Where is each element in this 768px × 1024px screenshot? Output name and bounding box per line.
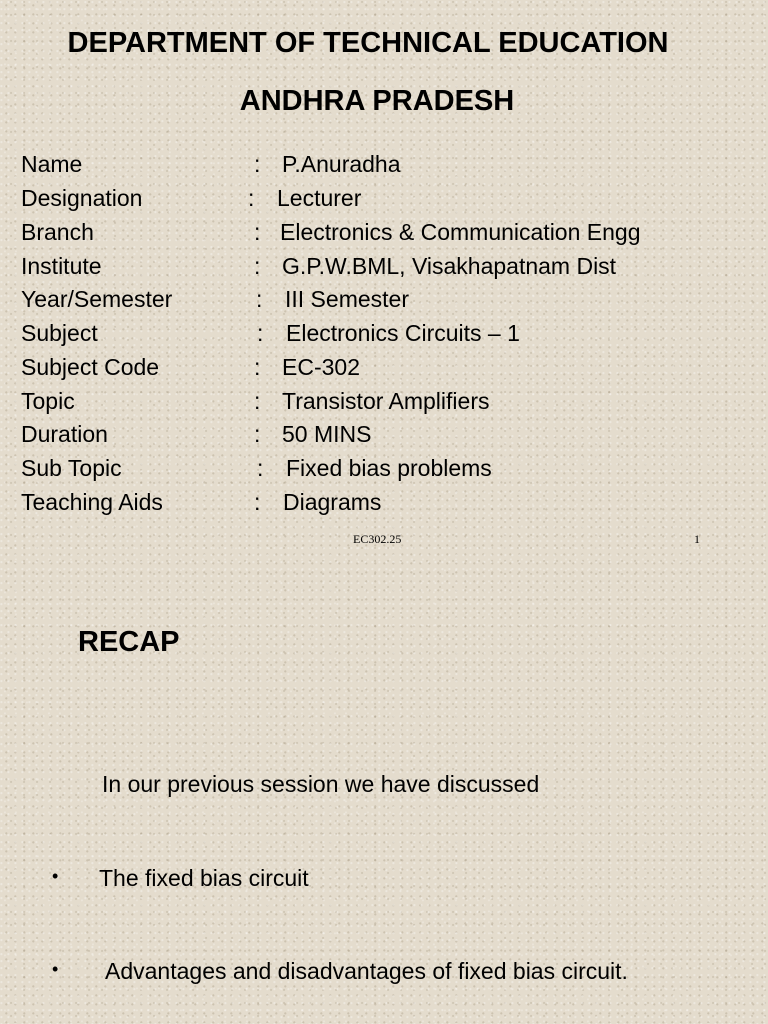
info-row-name: [0, 149, 768, 179]
info-label: Designation: [21, 185, 143, 211]
info-label: Sub Topic: [21, 455, 122, 481]
info-colon: :: [248, 185, 255, 211]
info-value: G.P.W.BML, Visakhapatnam Dist: [282, 253, 617, 279]
info-colon: :: [254, 151, 261, 177]
bullet-item: [0, 956, 768, 986]
info-colon: :: [254, 253, 261, 279]
info-label: Subject: [21, 320, 98, 346]
bullet-item: [0, 863, 768, 893]
info-colon: :: [254, 489, 261, 515]
info-row-institute: [0, 251, 768, 281]
info-colon: :: [256, 286, 263, 312]
info-colon: :: [257, 455, 264, 481]
info-label: Topic: [21, 388, 75, 414]
bullet-text: The fixed bias circuit: [99, 865, 309, 891]
info-colon: :: [254, 421, 261, 447]
info-row-duration: [0, 419, 768, 449]
info-label: Institute: [21, 253, 102, 279]
slide-recap: [0, 560, 768, 1024]
department-title: DEPARTMENT OF TECHNICAL EDUCATION: [67, 27, 669, 59]
info-value: EC-302: [282, 354, 360, 380]
info-value: Electronics Circuits – 1: [286, 320, 520, 346]
info-value: Electronics & Communication Engg: [280, 219, 641, 245]
info-colon: :: [257, 320, 264, 346]
state-title: ANDHRA PRADESH: [239, 85, 515, 117]
info-value: Fixed bias problems: [286, 455, 492, 481]
info-row-branch: [0, 217, 768, 247]
recap-intro: In our previous session we have discussed: [102, 771, 540, 797]
info-row-subject-code: [0, 352, 768, 382]
info-value: Diagrams: [283, 489, 382, 515]
bullet-icon: •: [52, 866, 59, 886]
info-colon: :: [254, 388, 261, 414]
info-row-topic: [0, 386, 768, 416]
info-colon: :: [254, 354, 261, 380]
page-number: 1: [694, 532, 700, 546]
bullet-icon: •: [52, 959, 59, 979]
info-colon: :: [254, 219, 261, 245]
recap-heading: RECAP: [78, 626, 180, 658]
info-label: Duration: [21, 421, 108, 447]
info-value: 50 MINS: [282, 421, 372, 447]
info-label: Year/Semester: [21, 286, 173, 312]
info-label: Subject Code: [21, 354, 160, 380]
info-row-designation: [0, 183, 768, 213]
info-row-sub-topic: [0, 453, 768, 483]
info-row-year-semester: [0, 284, 768, 314]
info-row-subject: [0, 318, 768, 348]
info-label: Teaching Aids: [21, 489, 163, 515]
info-row-teaching-aids: [0, 487, 768, 517]
info-value: Lecturer: [277, 185, 362, 211]
info-value: III Semester: [285, 286, 409, 312]
info-value: P.Anuradha: [282, 151, 401, 177]
info-label: Branch: [21, 219, 94, 245]
info-label: Name: [21, 151, 83, 177]
info-value: Transistor Amplifiers: [282, 388, 490, 414]
slide-footer-code: EC302.25: [353, 532, 402, 546]
bullet-text: Advantages and disadvantages of fixed bias circuit.: [105, 958, 628, 984]
